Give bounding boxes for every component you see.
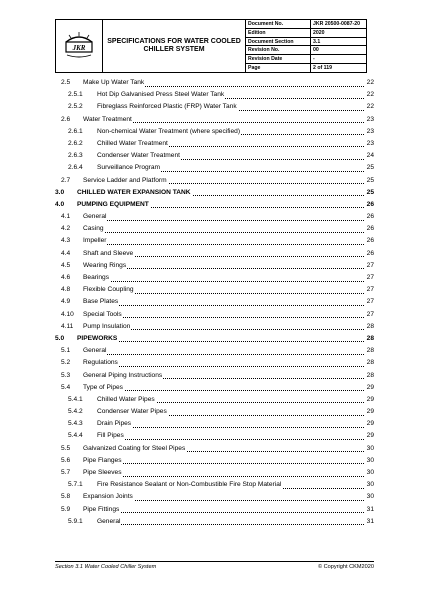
- toc-entry-page-number: 22: [366, 89, 374, 101]
- toc-entry-number: 2.6.4: [68, 164, 83, 172]
- toc-entry-page-number: 29: [366, 406, 374, 418]
- jkr-logo: [63, 30, 95, 60]
- toc-entry-title: Impeller: [83, 235, 107, 247]
- toc-dot-leader: [77, 341, 364, 342]
- toc-entry-page-number: 24: [366, 150, 374, 162]
- toc-entry-page-number: 25: [366, 162, 374, 174]
- toc-entry[interactable]: [55, 430, 374, 442]
- toc-entry-number: 5.6: [61, 456, 71, 464]
- toc-entry-title: Wearing Rings: [83, 260, 127, 272]
- toc-entry-title: Shaft and Sleeve: [83, 248, 134, 260]
- toc-entry-page-number: 31: [366, 504, 374, 516]
- toc-entry-page-number: 30: [366, 491, 374, 503]
- toc-entry-number: 2.5.2: [68, 103, 83, 111]
- toc-entry-number: 5.4.2: [68, 408, 83, 416]
- toc-entry-page-number: 23: [366, 126, 374, 138]
- toc-entry-page-number: 30: [366, 479, 374, 491]
- toc-entry-page-number: 27: [366, 260, 374, 272]
- toc-dot-leader: [97, 427, 364, 428]
- toc-entry[interactable]: [55, 296, 374, 308]
- toc-entry-title: Hot Dip Galvanised Press Steel Water Tank: [97, 89, 225, 101]
- toc-entry-number: 5.3: [61, 371, 71, 379]
- toc-entry[interactable]: [55, 162, 374, 174]
- toc-entry-number: 5.9: [61, 505, 71, 513]
- toc-entry-title: Pump Insulation: [83, 321, 131, 333]
- toc-entry-title: General: [83, 345, 107, 357]
- toc-entry[interactable]: [55, 187, 374, 199]
- toc-entry-title: Bearings: [83, 272, 110, 284]
- toc-entry[interactable]: [55, 309, 374, 321]
- toc-entry[interactable]: [55, 467, 374, 479]
- toc-entry-page-number: 26: [366, 211, 374, 223]
- toc-entry[interactable]: [55, 491, 374, 503]
- toc-entry-number: 2.5: [61, 79, 71, 86]
- toc-entry-title: Expansion Joints: [83, 491, 134, 503]
- toc-entry[interactable]: [55, 211, 374, 223]
- toc-entry[interactable]: [55, 333, 374, 345]
- toc-entry-title: PIPEWORKS: [77, 333, 118, 345]
- toc-entry-number: 4.11: [61, 322, 74, 330]
- toc-dot-leader: [83, 244, 364, 245]
- toc-entry-number: 5.7.1: [68, 481, 83, 489]
- toc-entry-number: 5.8: [61, 493, 71, 501]
- toc-entry-page-number: 28: [366, 321, 374, 333]
- toc-entry-number: 5.5: [61, 444, 71, 452]
- toc-entry-title: Condenser Water Treatment: [97, 150, 181, 162]
- toc-entry-page-number: 30: [366, 455, 374, 467]
- toc-entry-page-number: 27: [366, 272, 374, 284]
- toc-entry[interactable]: [55, 394, 374, 406]
- toc-entry-title: Base Plates: [83, 296, 119, 308]
- toc-entry-number: 5.0: [55, 334, 65, 342]
- jkr-logo-icon: [63, 30, 95, 60]
- toc-entry-page-number: 28: [366, 333, 374, 345]
- toc-entry-page-number: 29: [366, 394, 374, 406]
- toc-entry-number: 5.7: [61, 469, 71, 476]
- field-value-page: 2 of 119: [311, 64, 367, 73]
- toc-entry-number: 2.6: [61, 115, 71, 123]
- toc-dot-leader: [83, 317, 364, 318]
- toc-entry-title: Pipe Flanges: [83, 455, 123, 467]
- toc-entry-page-number: 29: [366, 430, 374, 442]
- toc-dot-leader: [83, 463, 364, 464]
- toc-entry[interactable]: [55, 223, 374, 235]
- toc-dot-leader: [83, 512, 364, 513]
- toc-entry[interactable]: [55, 126, 374, 138]
- toc-entry[interactable]: [55, 248, 374, 260]
- toc-entry[interactable]: [55, 175, 374, 187]
- field-label-page: Page: [246, 64, 311, 73]
- toc-dot-leader: [83, 281, 364, 282]
- toc-entry-number: 5.9.1: [68, 517, 83, 525]
- document-header-table: [55, 19, 367, 73]
- toc-entry-title: Special Tools: [83, 309, 123, 321]
- toc-dot-leader: [83, 390, 364, 391]
- toc-entry[interactable]: [55, 321, 374, 333]
- toc-entry-page-number: 27: [366, 309, 374, 321]
- toc-entry-title: Make Up Water Tank: [83, 77, 145, 89]
- toc-entry-page-number: 25: [366, 187, 374, 199]
- toc-entry-number: 5.4.3: [68, 420, 83, 428]
- toc-entry-title: Casing: [83, 223, 105, 235]
- toc-dot-leader: [83, 220, 364, 221]
- toc-entry-title: General Piping Instructions: [83, 370, 163, 382]
- toc-dot-leader: [83, 366, 364, 367]
- toc-entry-number: 4.5: [61, 261, 71, 269]
- toc-dot-leader: [83, 476, 364, 477]
- field-label-document-no: Document No.: [246, 20, 311, 29]
- toc-entry-title: Flexible Coupling: [83, 284, 135, 296]
- toc-entry-page-number: 26: [366, 235, 374, 247]
- toc-entry-title: Service Ladder and Platform: [83, 175, 168, 187]
- toc-entry[interactable]: [55, 479, 374, 491]
- toc-entry-number: 4.2: [61, 225, 71, 233]
- toc-entry[interactable]: [55, 504, 374, 516]
- toc-entry[interactable]: [55, 150, 374, 162]
- toc-entry-number: 5.4.4: [68, 432, 83, 440]
- toc-entry[interactable]: [55, 89, 374, 101]
- toc-entry-title: Chilled Water Pipes: [97, 394, 156, 406]
- toc-entry-title: Pipe Sleeves: [83, 467, 123, 479]
- toc-entry-number: 4.8: [61, 286, 71, 294]
- toc-entry-title: General: [83, 211, 107, 223]
- toc-dot-leader: [97, 439, 364, 440]
- footer-copyright: © Copyright CKM2020: [317, 564, 374, 570]
- toc-entry[interactable]: [55, 272, 374, 284]
- toc-entry-page-number: 23: [366, 138, 374, 150]
- toc-entry[interactable]: [55, 516, 374, 528]
- toc-entry[interactable]: [55, 235, 374, 247]
- toc-entry-page-number: 28: [366, 370, 374, 382]
- toc-entry[interactable]: [55, 284, 374, 296]
- footer-divider: [55, 561, 374, 562]
- toc-entry-page-number: 28: [366, 345, 374, 357]
- toc-entry-number: 4.3: [61, 237, 71, 245]
- toc-entry-number: 5.4.1: [68, 395, 83, 403]
- toc-dot-leader: [83, 305, 364, 306]
- toc-entry-number: 3.0: [55, 188, 65, 196]
- toc-entry-number: 5.1: [61, 347, 71, 355]
- toc-entry-title: Pipe Fittings: [83, 504, 120, 516]
- toc-entry-number: 5.4: [61, 383, 71, 391]
- toc-entry-number: 2.5.1: [68, 91, 83, 99]
- field-label-document-section: Document Section: [246, 37, 311, 46]
- toc-entry[interactable]: [55, 382, 374, 394]
- toc-entry-page-number: 22: [366, 101, 374, 113]
- field-label-edition: Edition: [246, 28, 311, 37]
- toc-entry-title: Drain Pipes: [97, 418, 132, 430]
- field-label-revision-date: Revision Date: [246, 55, 311, 64]
- toc-entry-number: 4.6: [61, 274, 71, 281]
- toc-entry-number: 4.9: [61, 298, 71, 306]
- toc-entry-page-number: 31: [366, 516, 374, 528]
- toc-entry[interactable]: [55, 77, 374, 89]
- footer-section-label: Section 3.1 Water Cooled Chiller System: [55, 564, 157, 570]
- toc-entry-title: Surveillance Program: [97, 162, 161, 174]
- toc-entry-number: 5.2: [61, 359, 71, 367]
- toc-dot-leader: [97, 524, 364, 525]
- toc-entry-title: PUMPING EQUIPMENT: [77, 199, 150, 211]
- toc-entry-number: 4.10: [61, 310, 74, 318]
- document-title: SPECIFICATIONS FOR WATER COOLED CHILLER SYSTEM: [103, 20, 246, 73]
- toc-entry-page-number: 26: [366, 223, 374, 235]
- field-value-revision-no: 00: [311, 46, 367, 55]
- toc-entry[interactable]: [55, 101, 374, 113]
- toc-entry[interactable]: [55, 260, 374, 272]
- svg-text:JKR: JKR: [72, 44, 86, 52]
- toc-entry-title: Condenser Water Pipes: [97, 406, 168, 418]
- toc-entry-number: 2.6.2: [68, 139, 83, 147]
- toc-entry-page-number: 26: [366, 199, 374, 211]
- toc-entry[interactable]: [55, 138, 374, 150]
- toc-entry-number: 2.6.3: [68, 152, 83, 160]
- toc-entry-page-number: 29: [366, 382, 374, 394]
- toc-entry-title: Galvanized Coating for Steel Pipes: [83, 443, 186, 455]
- toc-dot-leader: [83, 232, 364, 233]
- toc-entry-title: Regulations: [83, 357, 119, 369]
- toc-entry-title: Non-chemical Water Treatment (where specified): [97, 126, 241, 138]
- toc-entry-title: Water Treatment: [83, 114, 133, 126]
- toc-entry-title: Fill Pipes: [97, 430, 125, 442]
- toc-entry-page-number: 30: [366, 443, 374, 455]
- logo-cell: [56, 20, 103, 73]
- toc-entry-title: Fire Resistance Sealant or Non-Combustible Fire Stop Material: [97, 479, 282, 491]
- toc-entry[interactable]: [55, 418, 374, 430]
- toc-entry-title: Type of Pipes: [83, 382, 124, 394]
- toc-dot-leader: [83, 354, 364, 355]
- toc-entry-title: Chilled Water Treatment: [97, 138, 169, 150]
- toc-entry-number: 4.1: [61, 213, 71, 221]
- toc-entry-number: 4.4: [61, 249, 71, 257]
- toc-entry-page-number: 23: [366, 114, 374, 126]
- toc-entry-page-number: 27: [366, 296, 374, 308]
- toc-entry-title: CHILLED WATER EXPANSION TANK: [77, 187, 192, 199]
- toc-entry[interactable]: [55, 357, 374, 369]
- toc-entry-page-number: 28: [366, 357, 374, 369]
- toc-entry-page-number: 26: [366, 248, 374, 260]
- field-label-revision-no: Revision No.: [246, 46, 311, 55]
- toc-entry-page-number: 27: [366, 284, 374, 296]
- field-value-document-section: 3.1: [311, 37, 367, 46]
- toc-entry-title: Fibreglass Reinforced Plastic (FRP) Water Tank: [97, 101, 238, 113]
- toc-entry[interactable]: [55, 199, 374, 211]
- table-of-contents: [55, 77, 374, 528]
- toc-entry[interactable]: [55, 370, 374, 382]
- toc-entry[interactable]: [55, 114, 374, 126]
- toc-entry-number: 2.6.1: [68, 127, 83, 135]
- toc-entry-page-number: 22: [366, 77, 374, 89]
- toc-entry-page-number: 30: [366, 467, 374, 479]
- toc-entry[interactable]: [55, 406, 374, 418]
- field-value-edition: 2020: [311, 28, 367, 37]
- toc-entry-page-number: 25: [366, 175, 374, 187]
- field-value-revision-date: -: [311, 55, 367, 64]
- toc-entry-page-number: 29: [366, 418, 374, 430]
- toc-entry-title: General: [97, 516, 121, 528]
- toc-entry-number: 4.0: [55, 200, 65, 208]
- toc-entry-number: 2.7: [61, 176, 71, 184]
- toc-entry[interactable]: [55, 443, 374, 455]
- toc-entry[interactable]: [55, 455, 374, 467]
- field-value-document-no: JKR 20500-0087-20: [311, 20, 367, 29]
- toc-entry[interactable]: [55, 345, 374, 357]
